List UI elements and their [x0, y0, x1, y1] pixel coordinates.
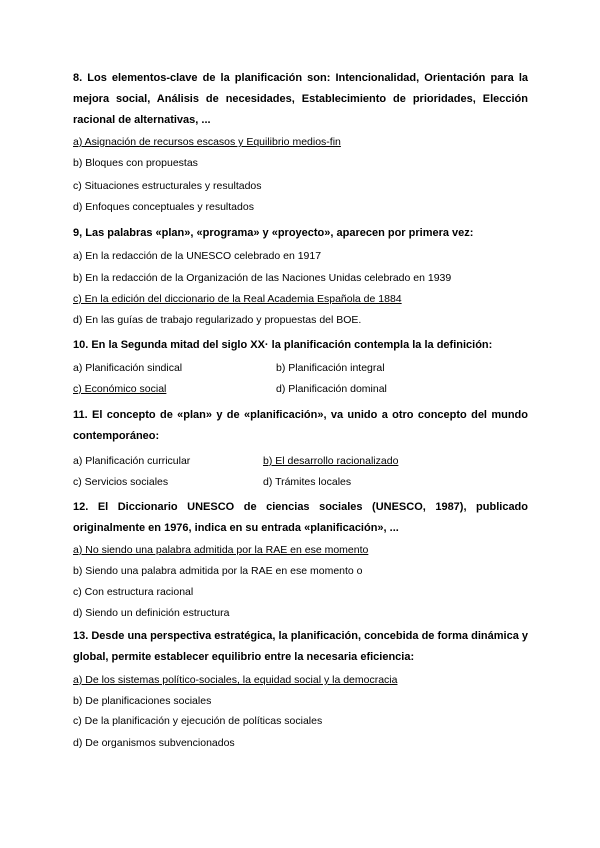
question-12: 12. El Diccionario UNESCO de ciencias sociales (UNESCO, 1987), publicado originalmente en 1976, indica en su entrada «planificación», ... [73, 501, 528, 534]
question-11-option-d: d) Trámites locales [263, 476, 352, 488]
question-11: 11. El concepto de «plan» y de «planificación», va unido a otro concepto del mundo contemporáneo: [73, 409, 528, 442]
question-13-option-d: d) De organismos subvencionados [73, 737, 235, 749]
question-10: 10. En la Segunda mitad del siglo XX· la planificación contempla la la definición: [73, 339, 493, 351]
question-12-option-b: b) Siendo una palabra admitida por la RAE en ese momento o [73, 565, 363, 577]
question-10-option-a: a) Planificación sindical [73, 362, 183, 374]
question-9-option-b: b) En la redacción de la Organización de las Naciones Unidas celebrado en 1939 [73, 272, 452, 284]
question-11-option-a: a) Planificación curricular [73, 455, 191, 467]
question-13-option-a: a) De los sistemas político-sociales, la equidad social y la democracia [73, 674, 398, 686]
question-13-option-b: b) De planificaciones sociales [73, 695, 212, 707]
question-9-option-d: d) En las guías de trabajo regularizado y propuestas del BOE. [73, 314, 362, 326]
question-13-option-c: c) De la planificación y ejecución de políticas sociales [73, 715, 323, 727]
question-10-option-c: c) Económico social [73, 383, 167, 395]
question-8-option-a: a) Asignación de recursos escasos y Equilibrio medios-fin [73, 136, 341, 148]
question-10-option-d: d) Planificación dominal [276, 383, 387, 395]
question-12-option-d: d) Siendo un definición estructura [73, 607, 230, 619]
question-11-option-c: c) Servicios sociales [73, 476, 169, 488]
question-9-option-a: a) En la redacción de la UNESCO celebrado en 1917 [73, 250, 322, 262]
question-12-option-c: c) Con estructura racional [73, 586, 194, 598]
question-8: 8. Los elementos-clave de la planificación son: Intencionalidad, Orientación para la mejora social, Análisis de necesidades, Establecimiento de prioridades, Elección racional de alternativas, ... [73, 72, 528, 126]
question-9: 9, Las palabras «plan», «programa» y «proyecto», aparecen por primera vez: [73, 227, 474, 239]
question-10-option-b: b) Planificación integral [276, 362, 385, 374]
question-8-option-d: d) Enfoques conceptuales y resultados [73, 201, 254, 213]
question-9-option-c: c) En la edición del diccionario de la Real Academia Española de 1884 [73, 293, 402, 305]
question-13: 13. Desde una perspectiva estratégica, la planificación, concebida de forma dinámica y global, permite establecer equilibrio entre la necesaria eficiencia: [73, 630, 528, 663]
question-8-option-c: c) Situaciones estructurales y resultados [73, 180, 262, 192]
question-11-option-b: b) El desarrollo racionalizado [263, 455, 399, 467]
question-8-option-b: b) Bloques con propuestas [73, 157, 198, 169]
question-12-option-a: a) No siendo una palabra admitida por la RAE en ese momento [73, 544, 369, 556]
